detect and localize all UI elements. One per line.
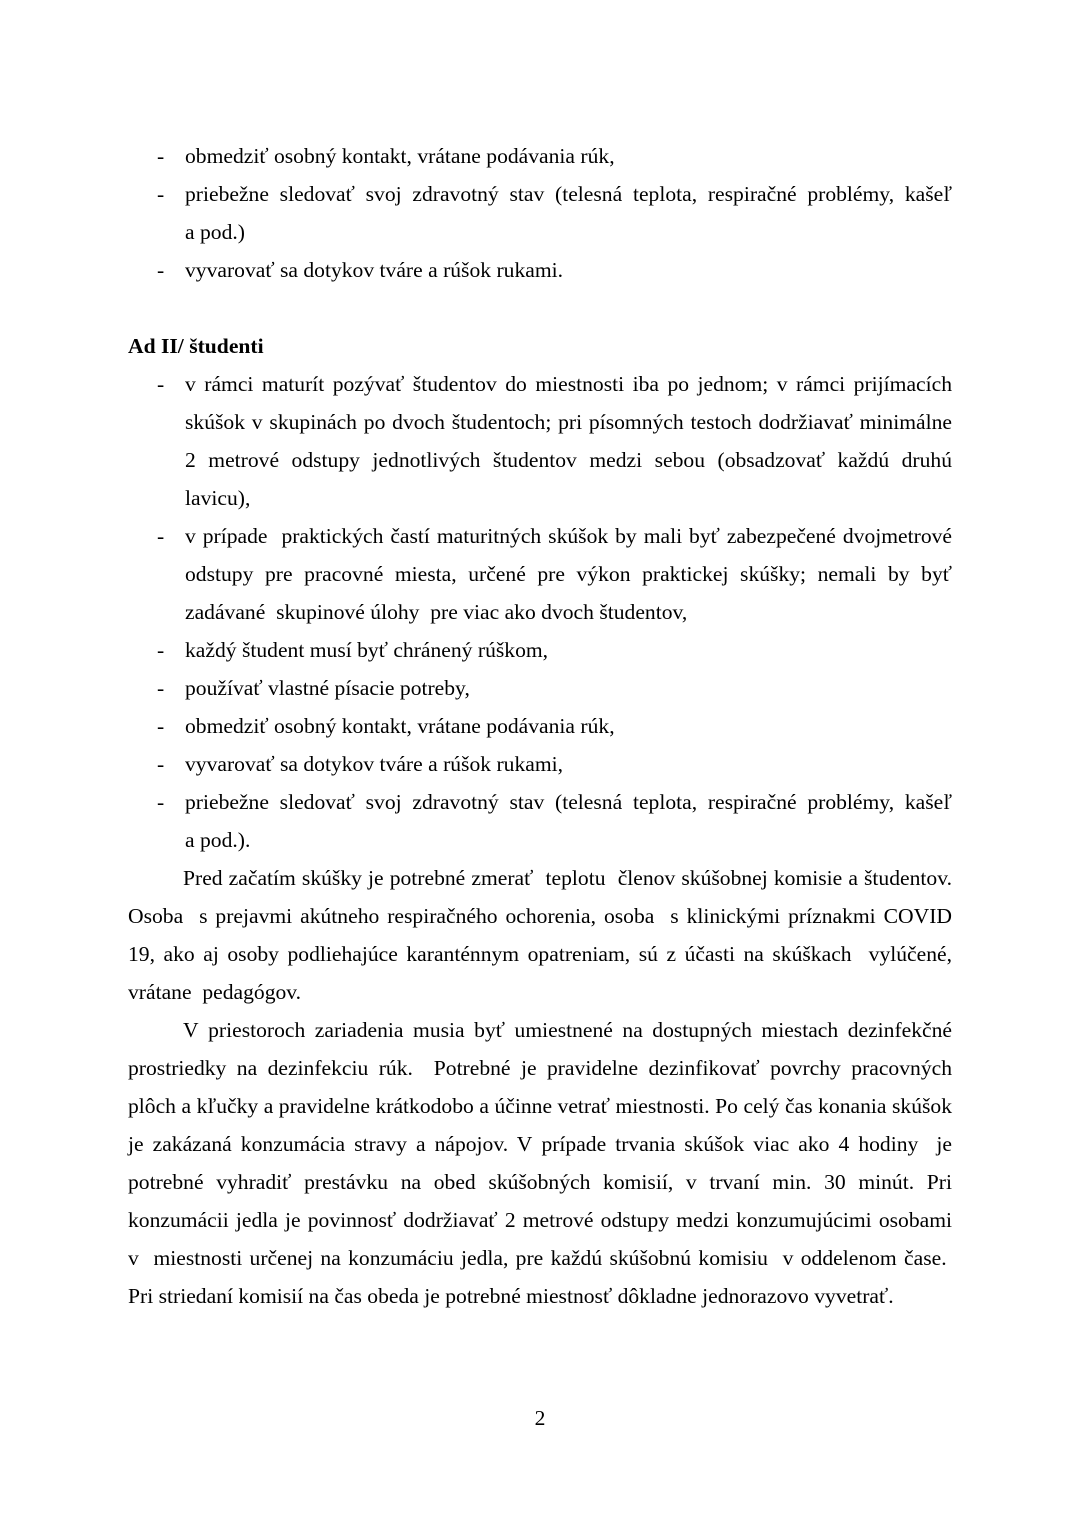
bullet-item	[128, 745, 952, 783]
bullet-dash: -	[157, 676, 165, 700]
bullet-dash: -	[157, 638, 165, 662]
paragraph-disinfection-rules: V priestoroch zariadenia musia byť umiestnené na dostupných miestach dezinfekčné prostriedky na dezinfekciu rúk. Potrebné je pravidelne dezinfikovať povrchy pracovných plôch a kľučky a pravidelne krátkodobo a účinne vetrať miestnosti. Po celý čas konania skúšok je zakázaná konzumácia stravy a nápojov. V prípade trvania skúšok viac ako 4 hodiny je potrebné vyhradiť prestávku na obed skúšobných komisií, v trvaní min. 30 minút. Pri konzumácii jedla je povinnosť dodržiavať 2 metrové odstupy medzi konzumujúcimi osobami v miestnosti určenej na konzumáciu jedla, pre každú skúšobnú komisiu v oddelenom čase. Pri striedaní komisií na čas obeda je potrebné miestnosť dôkladne jednorazovo vyvetrať.	[128, 1018, 952, 1308]
bullet-text: v prípade praktických častí maturitných skúšok by mali byť zabezpečené dvojmetrové odstupy pre pracovné miesta, určené pre výkon praktickej skúšky; nemali by byť zadávané skupinové úlohy pre viac ako dvoch študentov,	[185, 524, 952, 624]
bullet-text: vyvarovať sa dotykov tváre a rúšok rukami.	[185, 258, 564, 282]
bullet-text: obmedziť osobný kontakt, vrátane podávania rúk,	[185, 144, 615, 168]
document-content	[128, 137, 952, 1315]
bullet-item	[128, 365, 952, 517]
bullet-item	[128, 707, 952, 745]
bullet-dash: -	[157, 182, 165, 206]
bullet-text: obmedziť osobný kontakt, vrátane podávania rúk,	[185, 714, 615, 738]
bullet-text: každý študent musí byť chránený rúškom,	[185, 638, 549, 662]
bullet-item	[128, 251, 952, 289]
bullet-dash: -	[157, 144, 165, 168]
bullet-item	[128, 175, 952, 251]
page-number: 2	[534, 1406, 546, 1430]
bullet-dash: -	[157, 524, 165, 548]
bullet-item	[128, 517, 952, 631]
bullet-dash: -	[157, 258, 165, 282]
bullet-text: vyvarovať sa dotykov tváre a rúšok rukami,	[185, 752, 564, 776]
bullet-item	[128, 631, 952, 669]
bullet-dash: -	[157, 790, 165, 814]
paragraph-exam-requirements: Pred začatím skúšky je potrebné zmerať teplotu členov skúšobnej komisie a študentov. Osoba s prejavmi akútneho respiračného ochorenia, osoba s klinickými príznakmi COVID 19, ako aj osoby podliehajúce karanténnym opatreniam, sú z účasti na skúškach vylúčené, vrátane pedagógov.	[128, 866, 952, 1004]
bullet-dash: -	[157, 752, 165, 776]
bullet-dash: -	[157, 372, 165, 396]
section-heading: Ad II/ študenti	[128, 334, 264, 358]
bullet-dash: -	[157, 714, 165, 738]
bullet-item	[128, 137, 952, 175]
bullet-text: priebežne sledovať svoj zdravotný stav (telesná teplota, respiračné problémy, kašeľ a pod.)	[185, 182, 952, 244]
bullet-text: priebežne sledovať svoj zdravotný stav (telesná teplota, respiračné problémy, kašeľ a pod.).	[185, 790, 952, 852]
bullet-text: v rámci maturít pozývať študentov do miestnosti iba po jednom; v rámci prijímacích skúšok v skupinách po dvoch študentoch; pri písomných testoch dodržiavať minimálne 2 metrové odstupy jednotlivých študentov medzi sebou (obsadzovať každú druhú lavicu),	[185, 372, 952, 510]
bullet-text: používať vlastné písacie potreby,	[185, 676, 470, 700]
bullet-item	[128, 783, 952, 859]
bullet-item	[128, 669, 952, 707]
